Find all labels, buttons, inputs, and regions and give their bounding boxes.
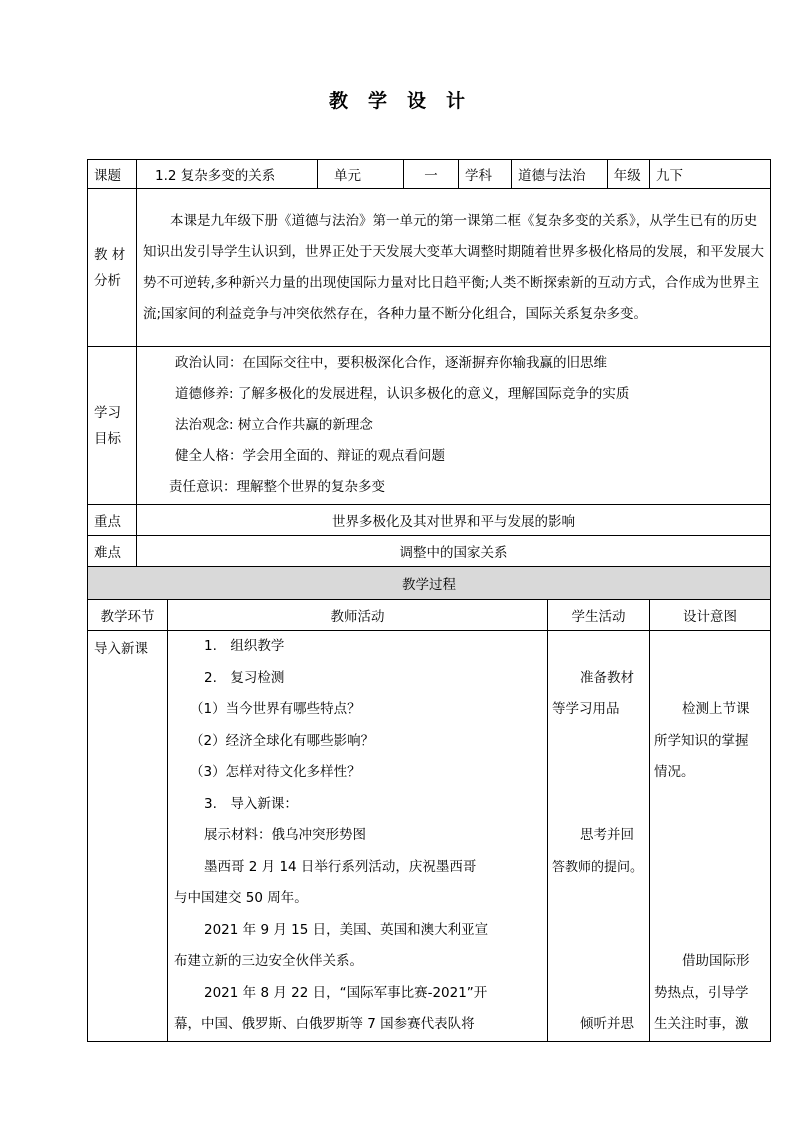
teacher-line: 1. 组织教学	[204, 638, 285, 654]
student-activity-cell	[548, 631, 650, 1042]
intent-line: 所学知识的掌握	[654, 732, 749, 749]
subject-value: 道德与法治	[512, 160, 608, 189]
analysis-label: 教 材 分析	[88, 189, 137, 347]
process-header-row	[88, 600, 771, 631]
grade-label: 年级	[607, 160, 649, 189]
student-line: 准备教材	[580, 669, 634, 686]
goals-row	[88, 347, 771, 505]
student-line	[552, 978, 643, 1010]
intent-line: 势热点，引导学	[654, 984, 749, 1001]
teacher-line: 与中国建交 50 周年。	[174, 890, 308, 906]
student-line: 思考并回	[580, 827, 634, 843]
teacher-line: （1）当今世界有哪些特点？	[190, 701, 361, 717]
document-title: 教学设计	[328, 90, 485, 112]
teacher-line: 2021 年 8 月 22 日，“国际军事比赛-2021”开	[204, 984, 488, 1001]
teacher-activity-cell	[168, 631, 548, 1042]
intent-line	[654, 915, 764, 947]
col-header-teacher: 教师活动	[168, 600, 548, 631]
difficulty-row	[88, 536, 771, 567]
key-point-label: 重点	[88, 505, 137, 536]
student-line	[552, 757, 643, 789]
intent-line	[654, 852, 764, 884]
col-header-student: 学生活动	[548, 600, 650, 631]
process-title-row	[88, 567, 771, 600]
stage-cell	[88, 631, 168, 1042]
subject-label: 学科	[459, 160, 512, 189]
student-line	[552, 883, 643, 915]
student-line	[552, 726, 643, 758]
process-content-row	[88, 631, 771, 1042]
teacher-line: 布建立新的三边安全伙伴关系。	[174, 953, 363, 969]
teacher-line: 2. 复习检测	[204, 669, 285, 686]
student-line	[552, 915, 643, 947]
difficulty-value: 调整中的国家关系	[137, 536, 771, 567]
intent-line: 情况。	[654, 764, 695, 780]
student-line: 等学习用品	[552, 701, 620, 717]
intent-line: 借助国际形	[682, 953, 750, 969]
intent-line	[654, 820, 764, 852]
student-line: 倾听并思	[580, 1016, 634, 1032]
lesson-plan-table	[87, 159, 771, 1042]
key-point-row	[88, 505, 771, 536]
goal-item: 健全人格：学会用全面的、辩证的观点看问题	[175, 448, 445, 464]
teacher-line: 幕，中国、俄罗斯、白俄罗斯等 7 国参赛代表队将	[174, 1016, 475, 1032]
stage-name: 导入新课	[94, 641, 148, 657]
topic-value: 1.2 复杂多变的关系	[137, 160, 318, 189]
teacher-line: 2021 年 9 月 15 日，美国、英国和澳大利亚宣	[204, 921, 489, 938]
goal-item: 道德修养: 了解多极化的发展进程，认识多极化的意义，理解国际竞争的实质	[175, 386, 630, 402]
intent-line: 生关注时事，激	[654, 1016, 749, 1032]
process-title: 教学过程	[88, 567, 771, 600]
col-header-intent: 设计意图	[650, 600, 771, 631]
grade-value: 九下	[650, 160, 771, 189]
goal-item: 政治认同：在国际交往中，要积极深化合作，逐渐摒弃你输我赢的旧思维	[175, 355, 607, 371]
header-row	[88, 160, 771, 189]
intent-line	[654, 789, 764, 821]
unit-label: 单元	[318, 160, 404, 189]
key-point-value: 世界多极化及其对世界和平与发展的影响	[137, 505, 771, 536]
intent-line	[654, 663, 764, 695]
goals-label: 学习 目标	[88, 347, 137, 505]
student-line	[552, 631, 643, 663]
goals-cell	[137, 347, 771, 505]
analysis-row	[88, 189, 771, 347]
difficulty-label: 难点	[88, 536, 137, 567]
teacher-line: 展示材料：俄乌冲突形势图	[204, 827, 366, 843]
teacher-line: 墨西哥 2 月 14 日举行系列活动，庆祝墨西哥	[204, 858, 477, 875]
student-line	[552, 789, 643, 821]
analysis-text: 本课是九年级下册《道德与法治》第一单元的第一课第二框《复杂多变的关系》，从学生已有的历史知识出发引导学生认识到，世界正处于天发展大变革大调整时期随着世界多极化格局的发展，和平发展大势不可逆转,多种新兴力量的出现使国际力量对比日趋平衡;人类不断探索新的互动方式，合作成为世界主流;国家间的利益竞争与冲突依然存在，各种力量不断分化组合，国际关系复杂多变。	[143, 212, 764, 322]
student-line	[552, 946, 643, 978]
col-header-stage: 教学环节	[88, 600, 168, 631]
teacher-line: （3）怎样对待文化多样性？	[190, 764, 361, 780]
intent-line	[654, 631, 764, 663]
intent-line: 检测上节课	[682, 701, 750, 717]
teacher-line: 3. 导入新课：	[204, 795, 298, 812]
teacher-line: （2）经济全球化有哪些影响？	[190, 732, 375, 749]
student-line: 答教师的提问。	[552, 859, 644, 875]
goal-item: 责任意识：理解整个世界的复杂多变	[169, 479, 385, 495]
goal-item: 法治观念: 树立合作共赢的新理念	[175, 417, 373, 433]
design-intent-cell	[650, 631, 771, 1042]
topic-label: 课题	[88, 160, 137, 189]
unit-value: 一	[404, 160, 459, 189]
analysis-cell	[137, 189, 771, 347]
intent-line	[654, 883, 764, 915]
